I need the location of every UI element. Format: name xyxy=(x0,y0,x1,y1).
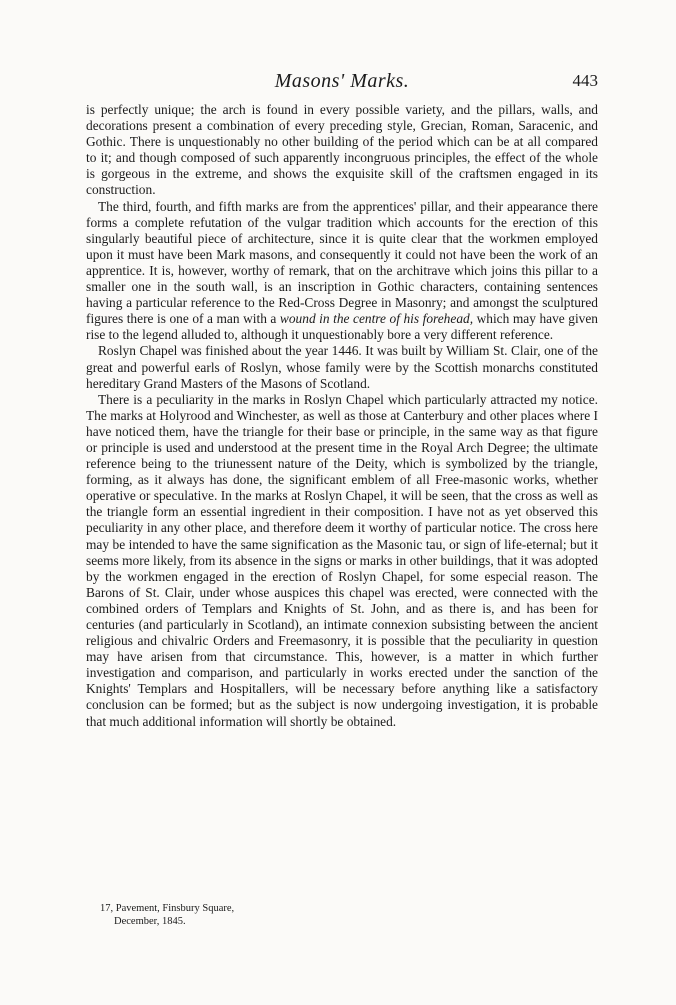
paragraph-4: There is a peculiarity in the marks in Roslyn Chapel which particularly attracted my notice. The marks at Holyrood and Winchester, as well as those at Canterbury and other places where I have noticed them, have the triangle for their base or principle, in the same way as that figure or principle is used and understood at the present time in the Royal Arch Degree; the ultimate reference being to the triunessent nature of the Deity, which is symbolized by the triangle, forming, as it always has done, the significant emblem of all Free-masonic works, whether operative or speculative. In the marks at Roslyn Chapel, it will be seen, that the cross as well as the triangle form an essential ingredient in their composition. I have not as yet observed this peculiarity in any other place, and therefore deem it worthy of particular notice. The cross here may be intended to have the same signification as the Masonic tau, or sign of life-eternal; but it seems more likely, from its absence in the signs or marks in other buildings, that it was adopted by the workmen engaged in the erection of Roslyn Chapel, for some especial reason. The Barons of St. Clair, under whose auspices this chapel was erected, were connected with the combined orders of Templars and Knights of St. John, and as there is, and has been for centuries (and particularly in Scotland), an intimate connexion subsisting between the ancient religious and chivalric Orders and Freemasonry, it is possible that the peculiarity in question may have arisen from that circumstance. This, however, is a matter in which further investigation and comparison, and particularly in works erected under the sanction of the Knights' Templars and Hospitallers, will be necessary before anything like a satisfactory conclusion can be formed; but as the subject is now undergoing investigation, it is probable that much additional information will shortly be obtained. xyxy=(86,391,598,729)
paragraph-2-italic: wound in the centre of his forehead, xyxy=(279,311,474,327)
page-header xyxy=(86,70,598,94)
page-number: 443 xyxy=(572,71,598,90)
signature-address: 17, Pavement, Finsbury Square, xyxy=(100,903,235,914)
body-text xyxy=(86,102,598,730)
signature-date: December, 1845. xyxy=(114,916,186,927)
paragraph-2-text-b: which may have given rise to the legend alluded to, although it unquestionably bore a very different reference. xyxy=(86,311,598,343)
signature-block xyxy=(100,902,234,928)
paragraph-3: Roslyn Chapel was finished about the year 1446. It was built by William St. Clair, one of the great and powerful earls of Roslyn, whose family were by the Scottish monarchs constituted hereditary Grand Masters of the Masons of Scotland. xyxy=(86,343,598,391)
paragraph-2-text-a: The third, fourth, and fifth marks are from the apprentices' pillar, and their appearance there forms a complete refutation of the vulgar tradition which accounts for the erection of this singularly beautiful piece of architecture, since it is quite clear that the workmen employed upon it must have been Mark masons, and consequently it could not have been the work of an apprentice. It is, however, worthy of remark, that on the architrave which joins this pillar to a smaller one in the south wall, is an inscription in Gothic characters, containing sentences having a particular reference to the Red-Cross Degree in Masonry; and amongst the sculptured figures there is one of a man with a xyxy=(86,198,598,327)
paragraph-1: is perfectly unique; the arch is found in every possible variety, and the pillars, walls, and decorations present a combination of every preceding style, Grecian, Roman, Saracenic, and Gothic. There is unquestionably no other building of the period which can be at all compared to it; and though composed of such apparently incongruous principles, the effect of the whole is gorgeous in the extreme, and shows the exquisite skill of the craftsmen engaged in its construction. xyxy=(86,102,598,198)
running-title: Masons' Marks. xyxy=(274,70,410,92)
paragraph-2 xyxy=(86,199,598,344)
